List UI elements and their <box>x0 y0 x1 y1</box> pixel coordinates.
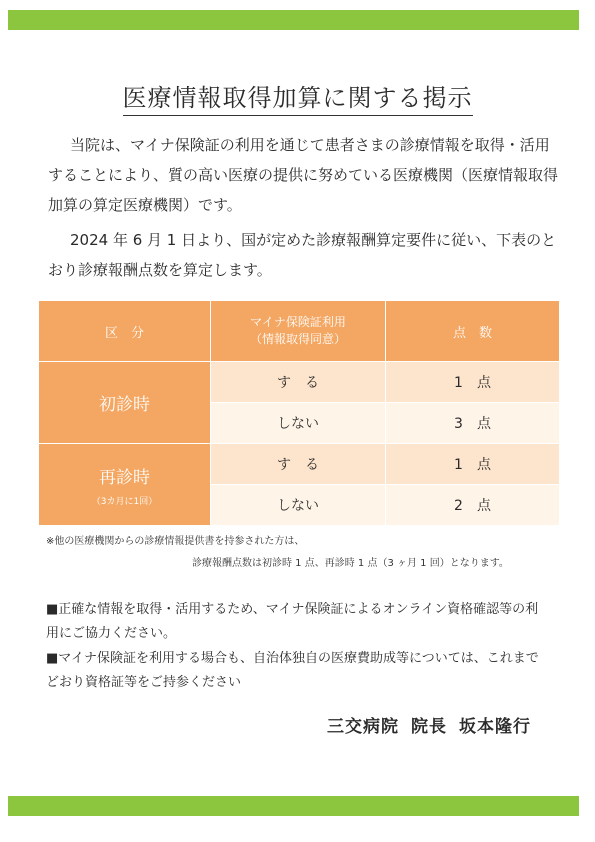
intro-paragraph: 当院は、マイナ保険証の利用を通じて患者さまの診療情報を取得・活用することにより、質の高い医療の提供に努めている医療機関（医療情報取得加算の算定医療機関）です。 <box>48 136 559 214</box>
usage-cell: しない <box>211 403 386 444</box>
top-green-bar <box>8 10 579 30</box>
header-points: 点 数 <box>386 301 560 362</box>
signature-name: 坂本隆行 <box>459 717 531 737</box>
usage-cell: す る <box>211 362 386 403</box>
category-label: 初診時 <box>99 395 150 415</box>
footnote-line1: ※他の医療機関からの診療情報提供書を持参された方は、 <box>46 536 305 547</box>
notice-bullet-1: ■正確な情報を取得・活用するため、マイナ保険証によるオンライン資格確認等の利用にご協力ください。 <box>46 602 539 641</box>
header-usage-line2: （情報取得同意） <box>249 332 346 346</box>
table-row <box>39 444 560 485</box>
page-title: 医療情報取得加算に関する掲示 <box>0 78 595 116</box>
table-row <box>39 362 560 403</box>
category-revisit <box>39 444 211 526</box>
notice-bullet-2: ■マイナ保険証を利用する場合も、自治体独自の医療費助成等については、これまでどおり資格証等をご持参ください <box>46 651 539 690</box>
signature <box>315 712 531 737</box>
category-label: 再診時 <box>99 467 150 488</box>
bottom-green-bar <box>8 796 579 816</box>
date-paragraph: 2024 年 6 月 1 日より、国が定めた診療報酬算定要件に従い、下表のとおり診療報酬点数を算定します。 <box>48 231 557 279</box>
points-cell: 1 点 <box>386 362 560 403</box>
usage-cell: す る <box>211 444 386 485</box>
category-first-visit <box>39 362 211 444</box>
footnote-line2: 診療報酬点数は初診時 1 点、再診時 1 点（3 ヶ月 1 回）となります。 <box>192 558 509 569</box>
points-cell: 1 点 <box>386 444 560 485</box>
points-cell: 3 点 <box>386 403 560 444</box>
points-cell: 2 点 <box>386 485 560 526</box>
signature-hospital: 三交病院 <box>327 717 399 737</box>
signature-role: 院長 <box>411 717 447 737</box>
table-header-row <box>39 301 560 362</box>
category-note: （3カ月に1回） <box>91 496 158 507</box>
fee-table <box>38 300 560 526</box>
header-category: 区 分 <box>39 301 211 362</box>
header-usage <box>211 301 386 362</box>
header-usage-line1: マイナ保険証利用 <box>250 315 346 329</box>
usage-cell: しない <box>211 485 386 526</box>
